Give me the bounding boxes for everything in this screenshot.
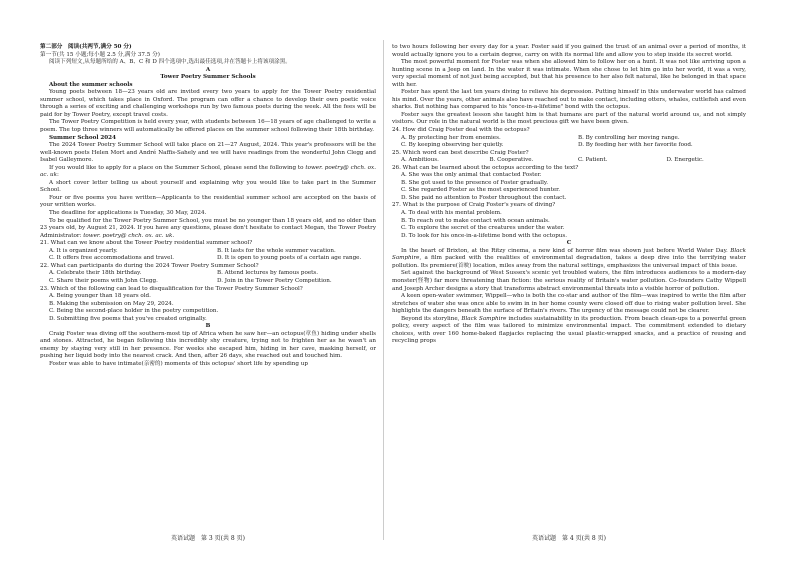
question-24: 24. How did Craig Foster deal with the octopus? [392, 127, 530, 134]
paragraph-text: . [172, 232, 175, 239]
option: C. Being the second-place holder in the poetry competition. [48, 308, 219, 315]
option: A. By protecting her from enemies. [400, 134, 501, 141]
option: A. It is organized yearly. [48, 247, 118, 254]
options-row [392, 157, 746, 165]
paragraph-text: , a film packed with the realities of environmental degradation, takes a deep dive into the terrifying water pollution. Its premiere(首映) location, miles away from the natural settings, emphasizes the universal impact of this issue. [392, 255, 746, 269]
subheading-2024: Summer School 2024 [48, 134, 116, 141]
right-page [392, 0, 746, 561]
paragraph: Young poets between 18—23 years old are invited every two years to apply for the Tower Poetry residential summer school, which takes place in Oxford. The program can offer a chance to develop their own poetic voice through a series of exciting and challenging workshops run by two famous poets during the week. All the fees will be paid for by Tower Poetry, except travel costs. [40, 89, 376, 118]
left-column [40, 44, 376, 369]
options-row [392, 135, 746, 143]
question-26: 26. What can be learned about the octopus according to the text? [392, 164, 579, 171]
paragraph: The Tower Poetry Competition is held every year, with students between 16—18 years of age challenged to write a poem. The top three winners will automatically be offered places on the summer school following their 18th birthday. [40, 119, 376, 134]
email-address: tower. poetry@ chch. ox. ac. uk [83, 232, 173, 239]
option: A. Celebrate their 18th birthday. [48, 270, 142, 277]
question-25: 25. Which word can best describe Craig Foster? [392, 149, 529, 156]
options-row [40, 270, 376, 278]
paragraph-text: : [57, 172, 59, 179]
option: B. To reach out to make contact with ocean animals. [400, 217, 550, 224]
part-heading: 第二部分 阅读(共两节,满分 50 分) [40, 44, 132, 50]
question-27: 27. What is the purpose of Craig Foster's years of diving? [392, 202, 556, 209]
option: C. To explore the secret of the creatures under the water. [400, 225, 565, 232]
column-divider [383, 40, 384, 540]
options-row [392, 142, 746, 150]
film-title: Black Samphire [461, 315, 507, 322]
option: D. Join in the Tower Poetry Competition. [216, 277, 332, 284]
option: D. To look for his once-in-a-lifetime bond with the octopus. [400, 232, 568, 239]
option: D. Energetic. [666, 157, 704, 164]
option: C. It offers free accommodations and travel. [48, 255, 175, 262]
left-page [40, 0, 376, 561]
paragraph: A short cover letter telling us about yourself and explaining why you would like to take part in the Summer School. [40, 179, 376, 194]
option: C. Share their poems with John Clegg. [48, 277, 158, 284]
film-title: Black Samphire [392, 247, 746, 262]
option: C. Patient. [577, 157, 608, 164]
option: B. Making the submission on May 29, 2024. [48, 300, 174, 307]
question-21: 21. What can we know about the Tower Poetry residential summer school? [40, 240, 253, 247]
email-address: tower. poetry@ chch. ox. ac. uk [40, 164, 376, 179]
option: A. Ambitious. [400, 157, 439, 164]
paragraph: The 2024 Tower Poetry Summer School will take place on 21—27 August, 2024. This year's professors will be the well-known poets Helen Mort and André Naffis-Sahely and we will have readings from the wonderful John Clegg and Isabel Galleymore. [40, 142, 376, 164]
directions: 阅读下列短文,从每题所给的 A、B、C 和 D 四个选项中,选出最佳选项,并在答题卡上将该项涂黑。 [48, 59, 291, 66]
option: C. By keeping observing her quietly. [400, 142, 504, 149]
option: D. By feeding her with her favorite food. [577, 142, 693, 149]
page-footer: 英语试题 第 4 页(共 8 页) [532, 535, 606, 542]
right-column [392, 44, 746, 346]
paragraph-text: To be qualified for the Tower Poetry Summer School, you must be no younger than 18 years old, and no older than 23 years old, by August 21, 2024. If you have any questions, please don't hesitate to contact Megan, the Tower Poetry Administrator: [40, 217, 376, 239]
option: B. It lasts for the whole summer vacation. [216, 247, 336, 254]
option: A. To deal with his mental problem. [400, 210, 502, 217]
paragraph: The most powerful moment for Foster was when she allowed him to follow her on a hunt. It was not like arriving upon a hunting scene in a Jeep on land. In the water it was intimate. When she chose to let him go into her world, it was a very, very special moment of not just being accepted, but that his presence to her also felt natural, like he belonged in that space with her. [392, 59, 746, 88]
option: A. She was the only animal that contacted Foster. [400, 172, 542, 179]
paragraph: Craig Foster was diving off the southern-most tip of Africa when he saw her—an octopus(章鱼) hiding under shells and stones. Attracted, he began following this incredibly shy creature, trying not to frighten her as he wasn't an enemy by staying very still in her presence. For weeks she escaped him, hiding in her cave, masking herself, or pushing her liquid body into the nearest crack. And then, after 26 days, she reached out and touched him. [40, 330, 376, 360]
paragraph: Four or five poems you have written—Applicants to the residential summer school are accepted on the basis of your written works. [40, 194, 376, 209]
paragraph: Foster says the greatest lesson she taught him is that humans are part of the natural world around us, and not simply visitors. Our role in the natural world is the most precious gift we have been given. [392, 111, 746, 126]
paragraph: Foster has spent the last ten years diving to relieve his depression. Putting himself in this underwater world has calmed his mind. Over the years, other animals also have reached out to make contact, including otters, whales, cuttlefish and even sharks. But nothing has compared to his "once-in-a-lifetime" bond with the octopus. [392, 89, 746, 111]
options-row [40, 248, 376, 256]
passage-a-letter: A [205, 66, 211, 73]
paragraph: Set against the background of West Sussex's scenic yet troubled waters, the film introduces audiences to a modern-day monster(怪物) far more threatening than fiction: the serious reality of Britain's water pollution. Co-founders Cathy Wippell and Joseph Archer designs a story that transforms abstract environmental threats into a visible horror of pollution. [392, 270, 746, 292]
paragraph-text: includes sustainability in its production. From beach clean-ups to a powerful green policy, every aspect of the film was tailored to minimize environmental impact. The commitment extended to dietary choices, with over 160 home-baked flapjacks replacing the usual plastic-wrapped snacks, and a practice of reusing and recycling props [392, 315, 746, 345]
option: B. Attend lectures by famous poets. [216, 270, 319, 277]
paragraph: Foster was able to have intimate(亲密的) moments of this octopus' short life by spending up [48, 360, 308, 367]
paragraph [40, 165, 376, 180]
paragraph [392, 316, 746, 346]
option: D. Submitting five poems that you've created originally. [48, 315, 207, 322]
options-row [40, 255, 376, 263]
question-22: 22. What can participants do during the 2024 Tower Poetry Summer School? [40, 262, 259, 269]
subheading-about: About the summer schools [48, 81, 133, 88]
page-footer: 英语试题 第 3 页(共 8 页) [171, 535, 245, 542]
option: B. By controlling her moving range. [577, 134, 680, 141]
option: D. It is open to young poets of a certain age range. [216, 255, 362, 262]
passage-b-letter: B [205, 323, 211, 330]
option: B. Cooperative. [489, 157, 534, 164]
paragraph-text: In the heart of Brixton, at the Ritzy cinema, a new kind of horror film was shown just before World Water Day. [400, 247, 731, 254]
paragraph [40, 218, 376, 241]
passage-c-letter: C [566, 240, 572, 247]
option: C. She regarded Foster as the most experienced hunter. [400, 187, 560, 194]
question-23: 23. Which of the following can lead to disqualification for the Tower Poetry Summer School? [40, 285, 303, 292]
passage-a-title: Tower Poetry Summer Schools [160, 74, 256, 81]
option: A. Being younger than 18 years old. [48, 293, 151, 300]
paragraph: The deadline for applications is Tuesday, 30 May, 2024. [48, 210, 207, 217]
paragraph-text: Beyond its storyline, [400, 315, 462, 322]
paragraph [392, 248, 746, 271]
options-row [40, 278, 376, 286]
paragraph: to two hours following her every day for a year. Foster said if you gained the trust of an animal over a period of months, it would actually ignore you to a certain degree, carry on with its normal life and allow you to step inside its secret world. [392, 44, 746, 58]
option: B. She got used to the presence of Foster gradually. [400, 179, 549, 186]
paragraph: A keen open-water swimmer, Wippell—who is both the co-star and author of the film—was inspired to write the film after stretches of water she was once able to swim in in her home county were closed off due to rising water pollution level. She highlights the dangers beneath the surface of Britain's rivers. The urgency of the message could not be clearer. [392, 293, 746, 315]
option: D. She paid no attention to Foster throughout the contact. [400, 194, 567, 201]
section-heading: 第一节(共 15 小题;每小题 2.5 分,满分 37.5 分) [40, 51, 160, 58]
paragraph-text: If you would like to apply for a place on the Summer School, please send the following to [48, 164, 306, 171]
